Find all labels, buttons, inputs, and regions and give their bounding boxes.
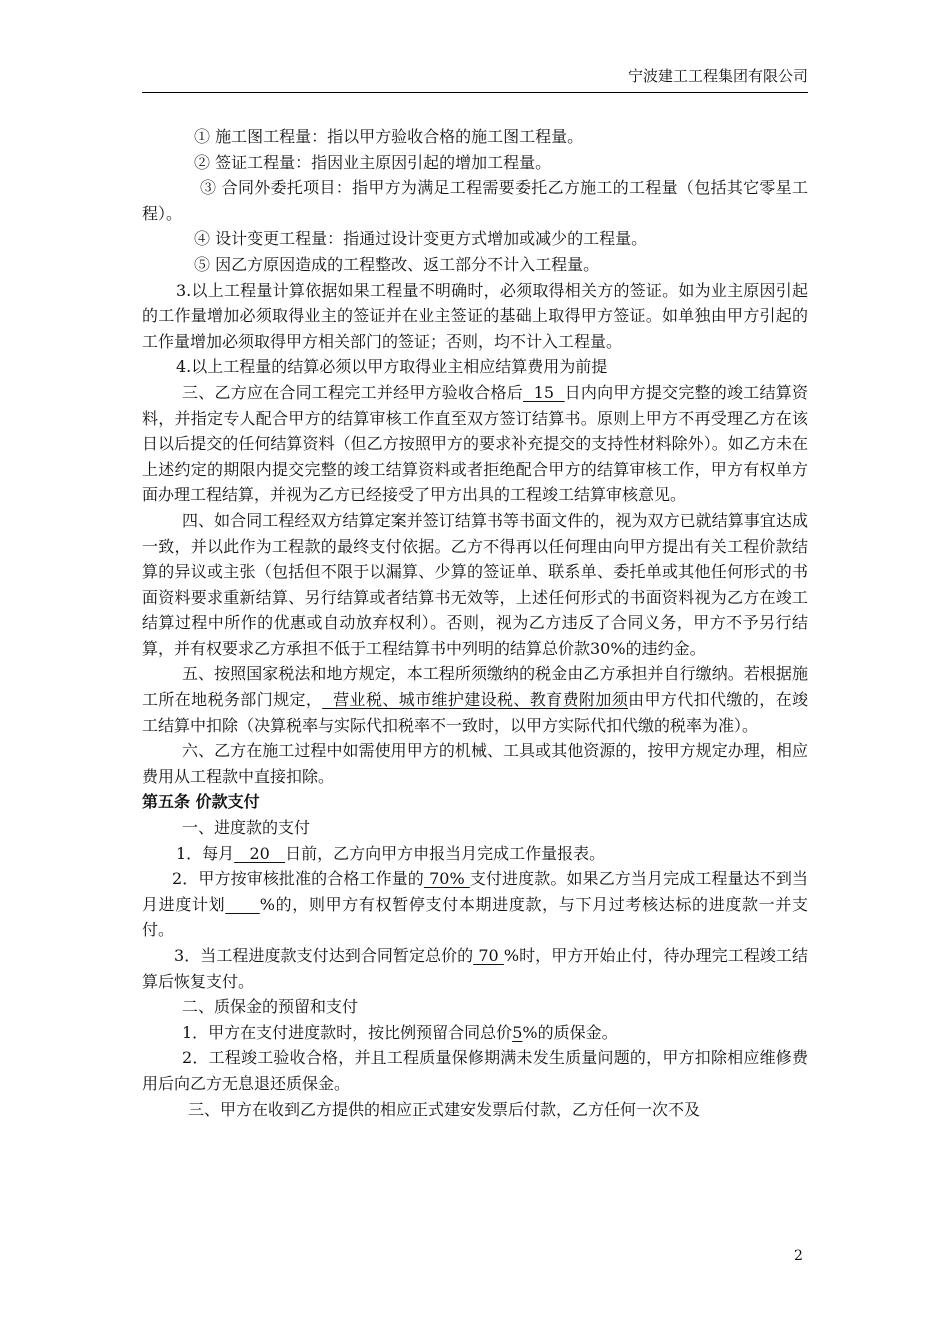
page-header: 宁波建工工程集团有限公司 <box>627 67 808 85</box>
paragraph <box>142 661 808 738</box>
paragraph-text: ③ 合同外委托项目：指甲方为满足工程需要委托乙方施工的工程量（包括其它零星工程）。 <box>142 178 808 223</box>
paragraph-text: ④ 设计变更工程量：指通过设计变更方式增加或减少的工程量。 <box>194 229 648 249</box>
paragraph-text: 3．当工程进度款支付达到合同暂定总价的 <box>174 946 474 965</box>
filled-blank: 5 <box>512 1022 523 1042</box>
paragraph <box>142 124 808 150</box>
paragraph-text: ② 签证工程量：指因业主原因引起的增加工程量。 <box>194 152 552 172</box>
section-heading <box>142 789 808 815</box>
filled-blank: 70 <box>473 946 504 965</box>
paragraph-text: 2．甲方按审核批准的合格工作量的 <box>172 869 424 889</box>
paragraph-text: %的质保金。 <box>522 1022 618 1042</box>
paragraph <box>142 738 808 789</box>
document-body <box>142 124 808 1122</box>
paragraph <box>142 175 808 226</box>
page-number: 2 <box>794 1248 803 1264</box>
filled-blank: 20 <box>234 843 286 863</box>
paragraph-text: 日前，乙方向甲方申报当月完成工作量报表。 <box>285 843 606 863</box>
paragraph-text: 3.以上工程量计算依据如果工程量不明确时，必须取得相关方的签证。如为业主原因引起的工作量增加必须取得业主的签证并在业主签证的基础上取得甲方签证。如单独由甲方引起的工作量增加必须取得甲方相关部门的签证；否则，均不计入工程量。 <box>142 280 808 351</box>
paragraph-text: 三、甲方在收到乙方提供的相应正式建安发票后付款，乙方任何一次不及 <box>188 1099 701 1119</box>
paragraph <box>142 252 808 278</box>
paragraph <box>142 508 808 662</box>
paragraph <box>142 226 808 252</box>
paragraph <box>142 815 808 841</box>
paragraph-text: 4.以上工程量的结算必须以甲方取得业主相应结算费用为前提 <box>176 357 608 377</box>
paragraph <box>142 943 808 994</box>
filled-blank <box>225 895 259 914</box>
paragraph <box>142 1020 808 1046</box>
paragraph <box>142 380 808 508</box>
paragraph-text: 1．甲方在支付进度款时，按比例预留合同总价 <box>182 1022 513 1042</box>
paragraph-text: %时，甲方开始止付，待办理完工程竣工结算后恢复支付。 <box>142 946 808 991</box>
paragraph-text: 1．每月 <box>176 843 235 863</box>
paragraph <box>142 841 808 867</box>
paragraph-text: 2．工程竣工验收合格，并且工程质量保修期满未发生质量问题的，甲方扣除相应维修费用后向乙方无息退还质保金。 <box>142 1048 808 1093</box>
paragraph-text: 四、如合同工程经双方结算定案并签订结算书等书面文件的，视为双方已就结算事宜达成一致，并以此作为工程款的最终支付依据。乙方不得再以任何理由向甲方提出有关工程价款结算的异议或主张（包括但不限于以漏算、少算的签证单、联系单、委托单或其他任何形式的书面资料要求重新结算、另行结算或者结算书无效等，上述任何形式的书面资料视为乙方在竣工结算过程中所作的优惠或自动放弃权利）。否则，视为乙方违反了合同义务，甲方不予另行结算，并有权要求乙方承担不低于工程结算书中列明的结算总价款30%的违约金。 <box>142 510 808 658</box>
filled-blank: 营业税、城市维护建设税、教育费附加须 <box>322 690 629 710</box>
paragraph-text: 日内向甲方提交完整的竣工结算资料，并指定专人配合甲方的结算审核工作直至双方签订结算书。原则上甲方不再受理乙方在该日以后提交的任何结算资料（但乙方按照甲方的要求补充提交的支持性材料除外）。如乙方未在上述约定的期限内提交完整的竣工结算资料或者拒绝配合甲方的结算审核工作，甲方有权单方面办理工程结算，并视为乙方已经接受了甲方出具的工程竣工结算审核意见。 <box>142 382 808 505</box>
paragraph-text: 二、质保金的预留和支付 <box>182 997 359 1017</box>
paragraph-text: ① 施工图工程量：指以甲方验收合格的施工图工程量。 <box>194 127 584 146</box>
filled-blank: 70% <box>423 869 470 889</box>
paragraph <box>142 1045 808 1096</box>
paragraph-text: 支付进度款。如果乙方当月完成工程量达不到当月进度计划 <box>142 869 808 914</box>
paragraph-text: ⑤ 因乙方原因造成的工程整改、返工部分不计入工程量。 <box>194 254 600 274</box>
filled-blank: 15 <box>523 382 565 402</box>
paragraph-text: 三、乙方应在合同工程完工并经甲方验收合格后 <box>182 382 523 402</box>
paragraph <box>142 278 808 355</box>
header-rule <box>142 92 808 93</box>
paragraph-text: 一、进度款的支付 <box>182 818 311 838</box>
paragraph <box>142 1097 808 1123</box>
paragraph-text: %的，则甲方有权暂停支付本期进度款，与下月过考核达标的进度款一并支付。 <box>142 894 808 940</box>
paragraph <box>142 150 808 176</box>
paragraph <box>142 866 808 943</box>
paragraph-text: 五、按照国家税法和地方规定，本工程所须缴纳的税金由乙方承担并自行缴纳。若根据施工所在地税务部门规定， <box>142 664 808 710</box>
paragraph <box>142 354 808 380</box>
paragraph-text: 由甲方代扣代缴的，在竣工结算中扣除（决算税率与实际代扣税率不一致时，以甲方实际代扣代缴的税率为准）。 <box>142 690 808 735</box>
paragraph <box>142 994 808 1020</box>
paragraph-text: 第五条 价款支付 <box>142 792 260 812</box>
paragraph-text: 六、乙方在施工过程中如需使用甲方的机械、工具或其他资源的，按甲方规定办理，相应费用从工程款中直接扣除。 <box>142 741 808 786</box>
